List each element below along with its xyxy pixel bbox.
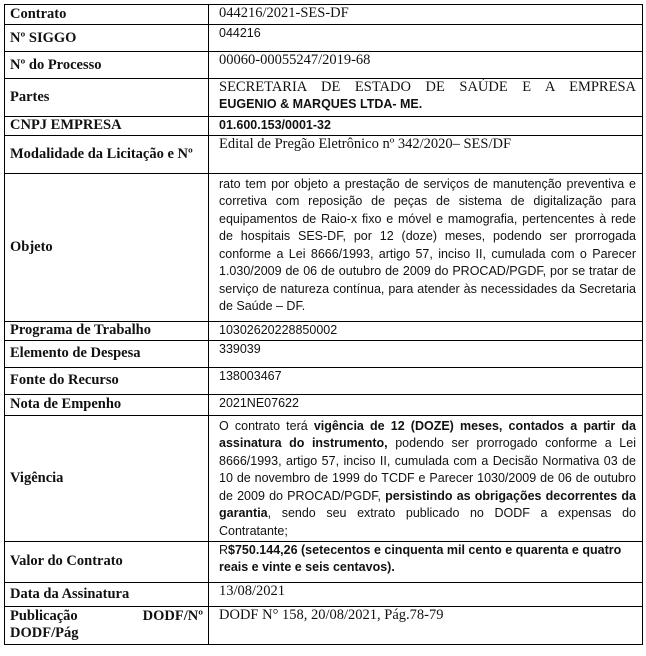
label-cnpj: CNPJ EMPRESA	[5, 117, 209, 136]
row-empenho	[5, 394, 643, 415]
vigencia-bold-2: persistindo as obrigações decorrentes da garantia	[219, 488, 636, 520]
label-valor: Valor do Contrato	[5, 541, 209, 582]
valor-amount: $750.144,26 (setecentos e cinquenta mil cento e quarenta e quatro reais e vinte e seis centavos).	[219, 542, 622, 574]
value-siggo: 044216	[209, 25, 643, 52]
label-contrato: Contrato	[5, 5, 209, 25]
value-assinatura: 13/08/2021	[209, 582, 643, 606]
vigencia-text-2: podendo ser prorrogado conforme a Lei 8666/1993, artigo 57, inciso II, cumulada com a Decisão Normativa 03 de 10 de novembro de 1999 do TCDF e Parecer 1030/2009 de 06 de outubro de 2009 do PROCAD/PGDF,	[219, 436, 636, 503]
row-programa	[5, 321, 643, 340]
value-fonte: 138003467	[209, 367, 643, 394]
valor-prefix: R	[219, 542, 229, 557]
row-cnpj	[5, 117, 643, 136]
value-processo: 00060-00055247/2019-68	[209, 52, 643, 79]
label-fonte: Fonte do Recurso	[5, 367, 209, 394]
row-contrato	[5, 5, 643, 25]
value-vigencia	[209, 415, 643, 541]
label-assinatura: Data da Assinatura	[5, 582, 209, 606]
row-partes	[5, 79, 643, 117]
row-modalidade	[5, 135, 643, 173]
vigencia-bold-1: vigência de 12 (DOZE) meses, contados a partir da assinatura do instrumento,	[219, 418, 636, 450]
value-contrato: 044216/2021-SES-DF	[209, 5, 643, 25]
value-cnpj: 01.600.153/0001-32	[209, 117, 643, 136]
value-objeto: rato tem por objeto a prestação de serviços de manutenção preventiva e corretiva com reposição de peças de sistema de digitalização para equipamentos de Raio-x fixo e móvel e mamografia, pertencentes à rede de hospitais SES-DF, por 12 (doze) meses, podendo ser prorrogada conforme a Lei 8666/1993, artigo 57, inciso II, cumulada com o Parecer 1.030/2009 de 06 de outubro de 2009 do PROCAD/PGDF, por se tratar de serviço de natureza contínua, para atender às necessidades da Secretaria de Saúde – DF.	[209, 173, 643, 321]
label-vigencia: Vigência	[5, 415, 209, 541]
label-empenho: Nota de Empenho	[5, 394, 209, 415]
value-partes	[209, 79, 643, 117]
label-elemento: Elemento de Despesa	[5, 340, 209, 367]
value-elemento: 339039	[209, 340, 643, 367]
row-fonte	[5, 367, 643, 394]
row-siggo	[5, 25, 643, 52]
label-siggo: Nº SIGGO	[5, 25, 209, 52]
value-empenho: 2021NE07622	[209, 394, 643, 415]
label-partes: Partes	[5, 79, 209, 117]
publicacao-label-line-1: Publicação DODF/Nº	[10, 608, 203, 624]
row-vigencia	[5, 415, 643, 541]
value-modalidade: Edital de Pregão Eletrônico nº 342/2020– SES/DF	[209, 135, 643, 173]
row-assinatura	[5, 582, 643, 606]
partes-line-1: SECRETARIA DE ESTADO DE SAÚDE E A EMPRESA	[219, 79, 636, 95]
vigencia-text-3: , sendo seu extrato publicado no DODF a expensas do Contratante;	[219, 506, 636, 538]
label-modalidade: Modalidade da Licitação e Nº	[5, 135, 209, 173]
label-objeto: Objeto	[5, 173, 209, 321]
row-elemento	[5, 340, 643, 367]
value-valor	[209, 541, 643, 582]
value-programa: 10302620228850002	[209, 321, 643, 340]
row-publicacao	[5, 606, 643, 644]
label-processo: Nº do Processo	[5, 52, 209, 79]
label-publicacao	[5, 606, 209, 644]
vigencia-text-1: O contrato terá	[219, 418, 314, 433]
label-programa: Programa de Trabalho	[5, 321, 209, 340]
row-processo	[5, 52, 643, 79]
partes-line-2: EUGENIO & MARQUES LTDA- ME.	[219, 97, 423, 111]
contract-extract-table	[4, 4, 643, 645]
publicacao-label-line-2: DODF/Pág	[10, 625, 79, 641]
value-publicacao: DODF N° 158, 20/08/2021, Pág.78-79	[209, 606, 643, 644]
row-objeto	[5, 173, 643, 321]
row-valor	[5, 541, 643, 582]
